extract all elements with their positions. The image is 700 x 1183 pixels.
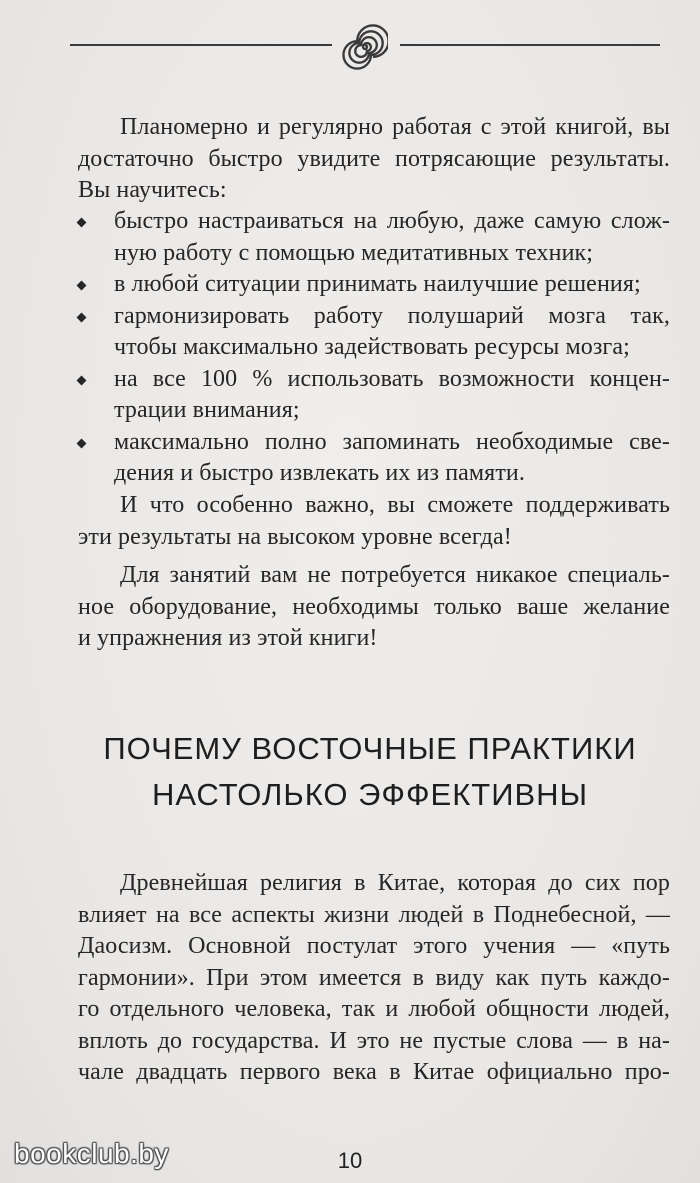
bullet-text: максимально полно запоминать необходимые све- (114, 428, 670, 455)
ornament-rule-left (70, 44, 332, 46)
text-line: и упражнения из этой книги! (78, 625, 378, 651)
ornament-rule-right (400, 44, 660, 46)
bullet-diamond-icon (77, 218, 87, 228)
bullet-text: гармонизировать работу полушарий мозга так, (114, 302, 670, 329)
text-line: вплоть до государства. И это не пустые слова — в на- (78, 1027, 670, 1054)
bullet-continuation: дения и быстро извлекать их из памяти. (114, 460, 525, 486)
bullet-item (78, 301, 670, 333)
bullet-item (78, 427, 670, 459)
equipment-paragraph (78, 560, 670, 655)
bullet-text: на все 100 % использовать возможности концен- (114, 365, 670, 392)
bullet-diamond-icon (77, 281, 87, 291)
text-line: Даосизм. Основной постулат этого учения — «путь (78, 933, 670, 959)
text-line: И что особенно важно, вы сможете поддерживать (120, 492, 670, 518)
bullet-continuation: чтобы максимально задействовать ресурсы мозга; (114, 334, 630, 360)
heading-line: НАСТОЛЬКО ЭФФЕКТИВНЫ (151, 777, 589, 812)
bullet-diamond-icon (77, 375, 87, 385)
text-line: Планомерно и регулярно работая с этой книгой, вы (120, 114, 670, 140)
text-line: эти результаты на высоком уровне всегда! (78, 523, 512, 550)
text-line: Вы научитесь: (78, 177, 227, 203)
heading-line: ПОЧЕМУ ВОСТОЧНЫЕ ПРАКТИКИ (103, 731, 637, 766)
section-heading (80, 726, 660, 818)
bullet-continuation: ную работу с помощью медитативных техник; (114, 239, 594, 266)
bullet-diamond-icon (77, 438, 87, 448)
taoism-paragraph (78, 868, 670, 1089)
text-line: чале двадцать первого века в Китае официально про- (78, 1059, 670, 1085)
text-line: го отдельного человека, так и любой общности людей, (78, 996, 670, 1022)
spiral-icon (342, 24, 388, 70)
page-number: 10 (337, 1148, 363, 1173)
bullet-item (78, 206, 670, 238)
bullet-continuation: трации внимания; (114, 397, 300, 423)
bullet-text: быстро настраиваться на любую, даже самую слож- (114, 208, 670, 234)
bullet-item (78, 269, 670, 301)
bullet-diamond-icon (77, 312, 87, 322)
text-line: влияет на все аспекты жизни людей в Поднебесной, — (78, 901, 670, 928)
intro-paragraph (78, 112, 670, 207)
text-line: ное оборудование, необходимы только ваше желание (78, 593, 670, 620)
text-line: Древнейшая религия в Китае, которая до сих пор (120, 870, 670, 896)
importance-paragraph (78, 490, 670, 553)
bullet-text: в любой ситуации принимать наилучшие решения; (114, 271, 641, 297)
text-line: гармонии». При этом имеется в виду как путь каждо- (78, 964, 670, 991)
header-ornament (70, 18, 660, 70)
text-line: достаточно быстро увидите потрясающие результаты. (78, 145, 670, 172)
bullet-item (78, 364, 670, 396)
watermark: bookclub.by (14, 1138, 169, 1169)
bullet-list (78, 206, 670, 490)
text-line: Для занятий вам не потребуется никакое специаль- (120, 562, 670, 588)
